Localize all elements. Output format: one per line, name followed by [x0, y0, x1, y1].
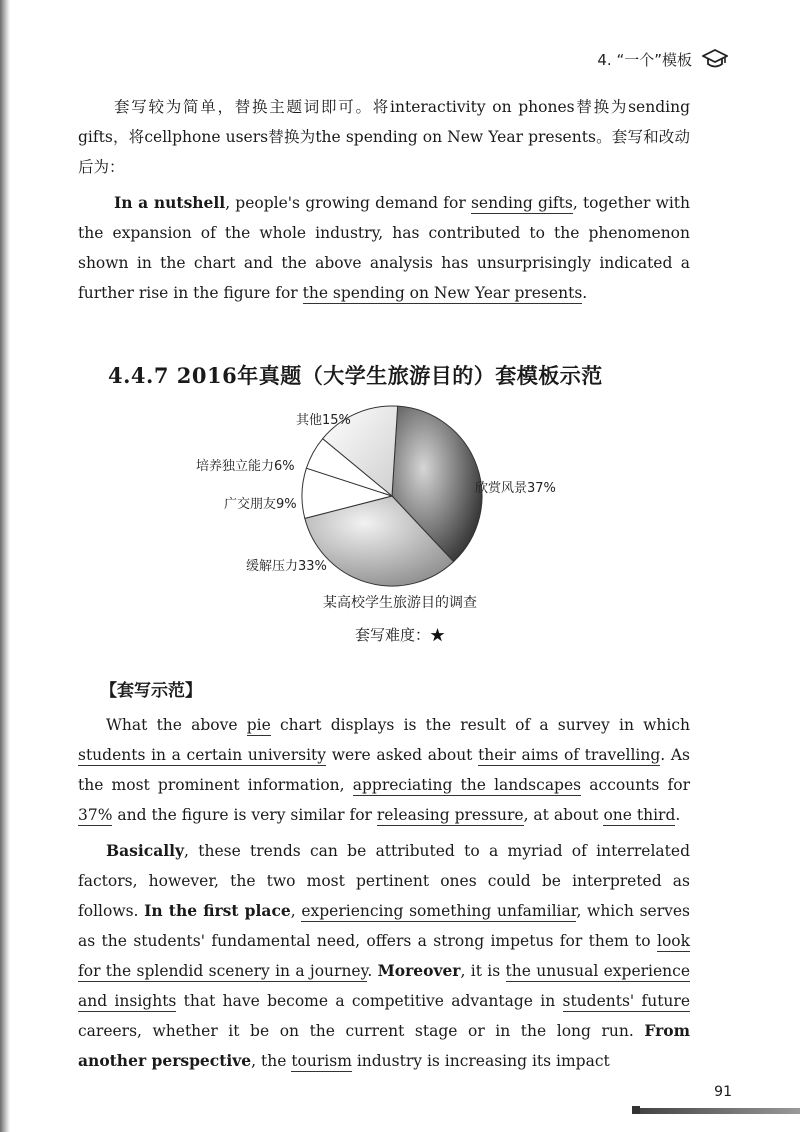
body1-underline-5: 37%: [78, 806, 113, 824]
body2-underline-2: look for the splendid scenery in a journey: [78, 932, 690, 980]
body2-text-1: , these trends can be attributed to a myriad of interrelated factors, however, the two most pertinent ones could be interpreted as follows.: [78, 842, 690, 920]
body2-underline-5: tourism: [291, 1052, 352, 1070]
footer-marker: [632, 1106, 640, 1114]
body2-underline-4: students' future: [562, 992, 690, 1010]
body1-text-6: and the figure is very similar for: [112, 806, 377, 824]
body-paragraph-2: [78, 836, 690, 1076]
sample-text-1: , people's growing demand for: [225, 194, 471, 212]
body2-underline-1: experiencing something unfamiliar: [301, 902, 577, 920]
sample-text-3: .: [582, 284, 588, 302]
body1-underline-2: students in a certain university: [78, 746, 327, 764]
body1-underline-3: their aims of travelling: [478, 746, 661, 764]
body2-bold-2: In the first place: [144, 901, 291, 920]
body1-text-5: accounts for: [581, 776, 691, 794]
graduation-cap-icon: [702, 48, 728, 70]
body2-underline-3: the unusual experience and insights: [78, 962, 691, 1010]
difficulty-label: 套写难度：: [354, 626, 430, 644]
difficulty-rating: [0, 624, 800, 645]
pie-slice-label: 缓解压力33%: [246, 559, 327, 574]
body1-text-1: What the above: [106, 716, 247, 734]
chart-title: 某高校学生旅游目的调查: [323, 595, 477, 611]
body2-text-5: , it is: [460, 962, 506, 980]
sample-lead: In a nutshell: [114, 193, 226, 212]
body1-underline-1: pie: [246, 716, 271, 734]
pie-slice-label: 欣赏风景37%: [475, 481, 556, 496]
body2-bold-1: Basically: [106, 841, 185, 860]
body1-text-4: . As the most prominent information,: [78, 746, 690, 794]
body1-text-8: .: [675, 806, 681, 824]
body2-text-7: careers, whether it be on the current stage or in the long run.: [78, 1022, 645, 1040]
intro-text: 套写较为简单，替换主题词即可。将interactivity on phones替换为sending gifts，将cellphone users替换为the spending on New Year presents。套写和改动后为：: [78, 98, 690, 176]
footer-bar: [640, 1108, 800, 1114]
running-header: [597, 48, 728, 70]
body1-text-7: , at about: [523, 806, 604, 824]
body2-bold-3: Moreover: [377, 961, 461, 980]
sample-paragraph: [78, 188, 690, 308]
body2-text-3: , which serves as the students' fundamental need, offers a strong impetus for them to: [78, 902, 691, 950]
page-binding-shadow: [0, 0, 10, 1132]
body1-underline-7: one third: [603, 806, 676, 824]
body1-underline-6: releasing pressure: [376, 806, 524, 824]
pie-slice-label: 广交朋友9%: [224, 497, 297, 512]
body-paragraph-1: [78, 710, 690, 830]
body2-text-8: , the: [251, 1052, 292, 1070]
body2-text-6: that have become a competitive advantage in: [176, 992, 563, 1010]
sample-underline-1: sending gifts: [470, 194, 573, 212]
body1-text-3: were asked about: [326, 746, 479, 764]
sample-text-2: , together with the expansion of the whole industry, has contributed to the phenomenon shown in the chart and the above analysis has unsurprisingly indicated a further rise in the figure for: [78, 194, 691, 302]
body2-bold-4: From another perspective: [78, 1021, 690, 1070]
page-number: 91: [714, 1084, 732, 1100]
body1-underline-4: appreciating the landscapes: [352, 776, 582, 794]
pie-slice-label: 培养独立能力6%: [196, 459, 295, 474]
body2-text-2: ,: [290, 902, 302, 920]
pie-slice-label: 其他15%: [296, 413, 351, 428]
star-icon: ★: [430, 626, 446, 644]
demo-title: 【套写示范】: [100, 681, 202, 701]
pie-chart-container: [170, 404, 610, 604]
intro-paragraph: [78, 92, 690, 182]
body1-text-2: chart displays is the result of a survey in which: [270, 716, 690, 734]
sample-underline-2: the spending on New Year presents: [302, 284, 583, 302]
body2-text-9: industry is increasing its impact: [351, 1052, 610, 1070]
pie-chart: [170, 404, 610, 604]
body2-text-4: .: [367, 962, 378, 980]
section-title: 4.4.7 2016年真题（大学生旅游目的）套模板示范: [108, 363, 603, 388]
chapter-label: 4. “一个”模板: [597, 50, 692, 69]
